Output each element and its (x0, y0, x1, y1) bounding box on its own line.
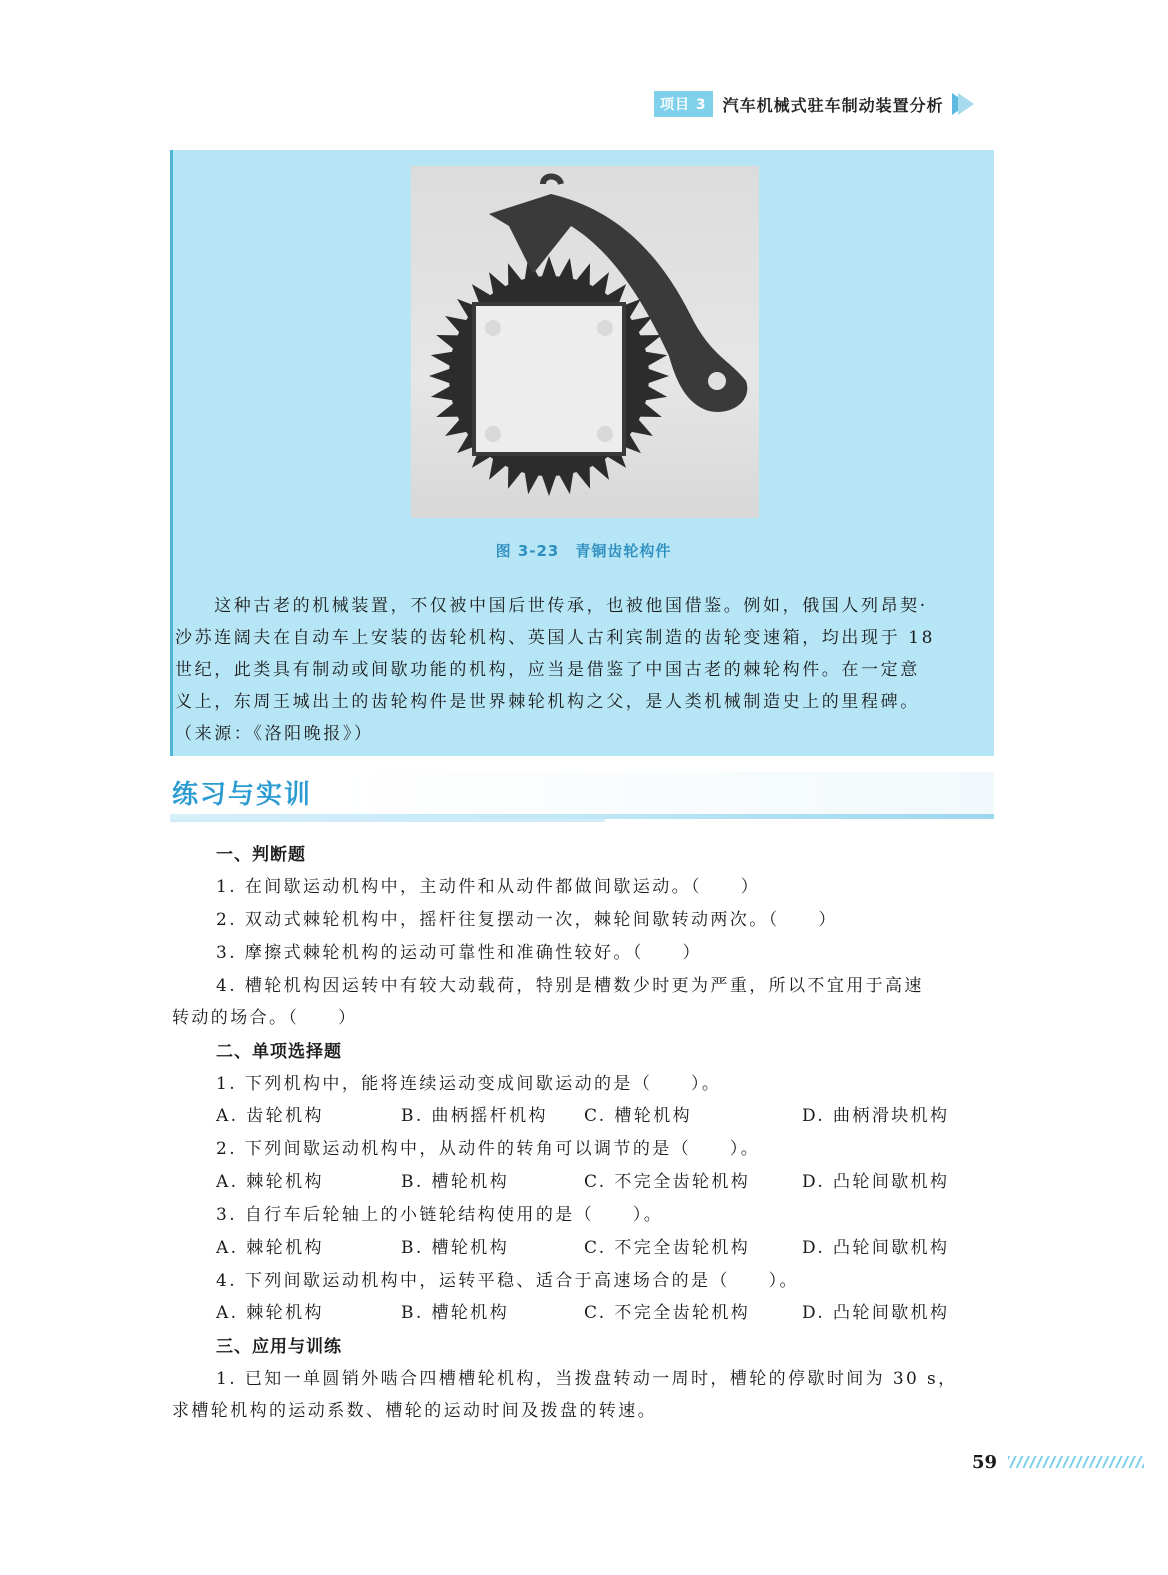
option-a: A. 齿轮机构 (216, 1106, 324, 1126)
page-stripe-decoration (1008, 1456, 1144, 1468)
reading-line: 世纪，此类具有制动或间歇功能的机构，应当是借鉴了中国古老的棘轮构件。在一定意 (175, 660, 920, 680)
question-stem: 4. 下列间歇运动机构中，运转平稳、适合于高速场合的是（ ）。 (216, 1271, 799, 1291)
chapter-title: 汽车机械式驻车制动装置分析 (722, 95, 944, 115)
arrow-icon-secondary (958, 93, 974, 115)
part2-heading: 二、单项选择题 (216, 1042, 342, 1062)
reading-line: 沙苏连阔夫在自动车上安装的齿轮机构、英国人古利宾制造的齿轮变速箱，均出现于 18 (175, 628, 936, 648)
question-line: 3. 摩擦式棘轮机构的运动可靠性和准确性较好。（ ） (216, 943, 702, 963)
option-a: A. 棘轮机构 (216, 1172, 324, 1192)
part3-heading: 三、应用与训练 (216, 1337, 342, 1357)
running-header (654, 92, 974, 116)
reading-line: 义上，东周王城出土的齿轮构件是世界棘轮机构之父，是人类机械制造史上的里程碑。 (175, 692, 920, 712)
question-stem: 2. 下列间歇运动机构中，从动件的转角可以调节的是（ ）。 (216, 1139, 761, 1159)
option-d: D. 凸轮间歇机构 (802, 1172, 950, 1192)
page-number: 59 (972, 1452, 998, 1473)
option-d: D. 凸轮间歇机构 (802, 1303, 950, 1323)
figure-caption: 图 3-23 青铜齿轮构件 (495, 542, 672, 560)
question-line: 1. 在间歇运动机构中，主动件和从动件都做间歇运动。（ ） (216, 877, 761, 897)
section-title: 练习与实训 (172, 780, 313, 810)
option-a: A. 棘轮机构 (216, 1238, 324, 1258)
option-c: C. 不完全齿轮机构 (584, 1238, 751, 1258)
option-c: C. 不完全齿轮机构 (584, 1172, 751, 1192)
option-c: C. 槽轮机构 (584, 1106, 693, 1126)
question-line: 求槽轮机构的运动系数、槽轮的运动时间及拨盘的转速。 (172, 1401, 657, 1421)
question-stem: 1. 下列机构中，能将连续运动变成间歇运动的是（ ）。 (216, 1074, 722, 1094)
project-tag: 项目 3 (654, 91, 713, 117)
option-d: D. 凸轮间歇机构 (802, 1238, 950, 1258)
question-line: 4. 槽轮机构因运转中有较大动载荷，特别是槽数少时更为严重，所以不宜用于高速 (216, 976, 924, 996)
question-line: 1. 已知一单圆销外啮合四槽槽轮机构，当拨盘转动一周时，槽轮的停歇时间为 30 s， (216, 1369, 958, 1389)
section-header (170, 772, 994, 826)
option-b: B. 槽轮机构 (401, 1238, 510, 1258)
reading-box (170, 150, 994, 756)
reading-paragraph (175, 590, 993, 750)
option-b: B. 槽轮机构 (401, 1303, 510, 1323)
option-c: C. 不完全齿轮机构 (584, 1303, 751, 1323)
reading-line: 这种古老的机械装置，不仅被中国后世传承，也被他国借鉴。例如，俄国人列昂契· (175, 596, 928, 616)
question-line: 转动的场合。（ ） (172, 1008, 358, 1028)
option-b: B. 槽轮机构 (401, 1172, 510, 1192)
option-a: A. 棘轮机构 (216, 1303, 324, 1323)
reading-line: （来源：《洛阳晚报》） (175, 724, 374, 744)
question-line: 2. 双动式棘轮机构中，摇杆往复摆动一次，棘轮间歇转动两次。（ ） (216, 910, 838, 930)
option-b: B. 曲柄摇杆机构 (401, 1106, 548, 1126)
bronze-gear-photo (411, 166, 759, 518)
option-d: D. 曲柄滑块机构 (802, 1106, 950, 1126)
question-stem: 3. 自行车后轮轴上的小链轮结构使用的是（ ）。 (216, 1205, 664, 1225)
part1-heading: 一、判断题 (216, 845, 306, 865)
